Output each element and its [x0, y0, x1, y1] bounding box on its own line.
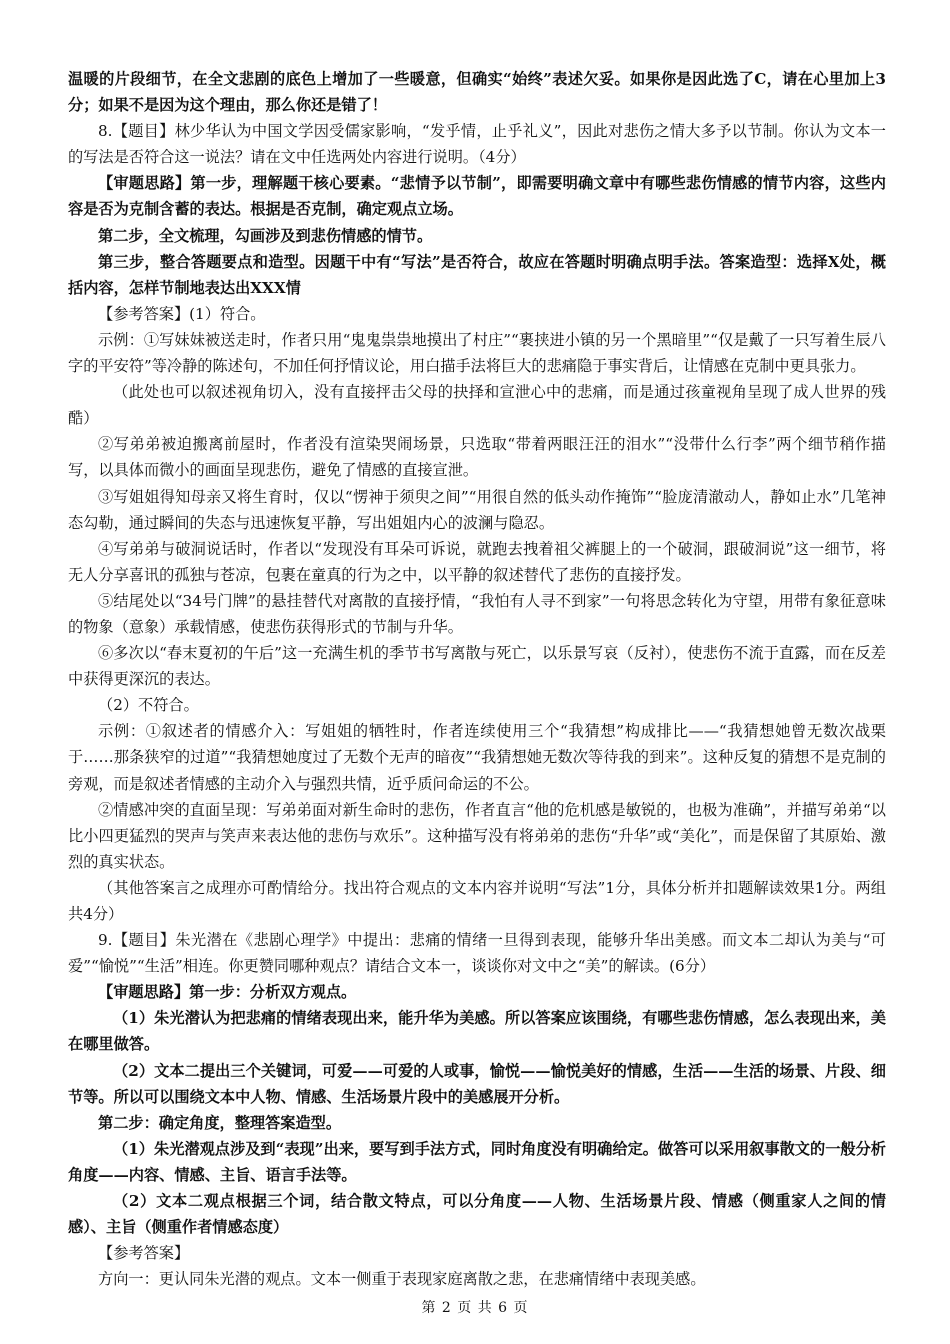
paragraph: 第二步，全文梳理，勾画涉及到悲伤情感的情节。: [98, 226, 433, 245]
paragraph: 示例：①写妹妹被送走时，作者只用“鬼鬼祟祟地摸出了村庄”“裹挟进小镇的另一个黑暗里”“仅是戴了一只写着生辰八字的平安符”等冷静的陈述句，不加任何抒情议论，用白描手法将巨大的悲痛隐于事实背后，让情感在克制中更具张力。: [68, 330, 886, 376]
paragraph: ④写弟弟与破洞说话时，作者以“发现没有耳朵可诉说，就跑去拽着祖父裤腿上的一个破洞，跟破洞说”这一细节，将无人分享喜讯的孤独与苍凉，包裹在童真的行为之中，以平静的叙述替代了悲伤的直接抒发。: [68, 539, 886, 584]
paragraph: ③写姐姐得知母亲又将生育时，仅以“愣神于须臾之间”“用很自然的低头动作掩饰”“脸庞清澈动人，静如止水”几笔神态勾勒，通过瞬间的失态与迅速恢复平静，写出姐姐内心的波澜与隐忍。: [68, 487, 886, 532]
paragraph: ⑥多次以“春末夏初的午后”这一充满生机的季节书写离散与死亡，以乐景写哀（反衬），使悲伤不流于直露，而在反差中获得更深沉的表达。: [68, 644, 886, 689]
paragraph: 【参考答案】: [98, 1244, 190, 1263]
paragraph: （2）文本二提出三个关键词，可爱——可爱的人或事，愉悦——愉悦美好的情感，生活——生活的场景、片段、细节等。所以可以围绕文本中人物、情感、生活场景片段中的美感展开分析。: [68, 1061, 886, 1106]
paragraph: 第三步，整合答题要点和造型。因题干中有“写法”是否符合，故应在答题时明确点明手法。答案造型：选择X处，概括内容，怎样节制地表达出XXX情: [68, 252, 886, 297]
document-body: [68, 66, 886, 1292]
paragraph: （此处也可以叙述视角切入，没有直接抨击父母的抉择和宣泄心中的悲痛，而是通过孩童视角呈现了成人世界的残酷）: [68, 383, 886, 428]
paragraph: 8.【题目】林少华认为中国文学因受儒家影响，“发乎情，止乎礼义”，因此对悲伤之情大多予以节制。你认为文本一的写法是否符合这一说法？请在文中任选两处内容进行说明。（4分）: [68, 122, 886, 167]
paragraph: 第二步：确定角度，整理答案造型。: [98, 1113, 341, 1132]
paragraph: 方向一：更认同朱光潜的观点。文本一侧重于表现家庭离散之悲，在悲痛情绪中表现美感。: [98, 1270, 706, 1289]
paragraph: 【参考答案】(1）符合。: [98, 304, 266, 323]
paragraph: （1）朱光潜观点涉及到“表现”出来，要写到手法方式，同时角度没有明确给定。做答可以采用叙事散文的一般分析角度——内容、情感、主旨、语言手法等。: [68, 1139, 886, 1184]
paragraph: ⑤结尾处以“34号门牌”的悬挂替代对离散的直接抒情，“我怕有人寻不到家”一句将思念转化为守望，用带有象征意味的物象（意象）承载情感，使悲伤获得形式的节制与升华。: [68, 591, 886, 636]
paragraph: 【审题思路】第一步：分析双方观点。: [98, 983, 357, 1002]
paragraph: 【审题思路】第一步，理解题干核心要素。“悲情予以节制”，即需要明确文章中有哪些悲伤情感的情节内容，这些内容是否为克制含蓄的表达。根据是否克制，确定观点立场。: [68, 174, 886, 219]
paragraph: 温暖的片段细节，在全文悲剧的底色上增加了一些暖意，但确实“始终”表述欠妥。如果你是因此选了C，请在心里加上3分；如果不是因为这个理由，那么你还是错了！: [68, 70, 886, 115]
paragraph: （其他答案言之成理亦可酌情给分。找出符合观点的文本内容并说明“写法”1分，具体分析并扣题解读效果1分。两组共4分）: [68, 878, 886, 923]
paragraph: （1）朱光潜认为把悲痛的情绪表现出来，能升华为美感。所以答案应该围绕，有哪些悲伤情感，怎么表现出来，美在哪里做答。: [68, 1009, 886, 1054]
paragraph: （2）文本二观点根据三个词，结合散文特点，可以分角度——人物、生活场景片段、情感（侧重家人之间的情感）、主旨（侧重作者情感态度）: [68, 1192, 886, 1237]
paragraph: 9.【题目】朱光潜在《悲剧心理学》中提出：悲痛的情绪一旦得到表现，能够升华出美感。而文本二却认为美与“可爱”“愉悦”“生活”相连。你更赞同哪种观点？请结合文本一，谈谈你对文中之“美”的解读。(6分）: [68, 931, 886, 976]
paragraph: （2）不符合。: [98, 696, 199, 715]
page-footer: 第 2 页 共 6 页: [421, 1300, 529, 1316]
paragraph: ②情感冲突的直面呈现：写弟弟面对新生命时的悲伤，作者直言“他的危机感是敏锐的，也极为准确”，并描写弟弟“以比小四更猛烈的哭声与笑声来表达他的悲伤与欢乐”。这种描写没有将弟弟的悲伤“升华”或“美化”，而是保留了其原始、激烈的真实状态。: [68, 800, 886, 871]
paragraph: ②写弟弟被迫搬离前屋时，作者没有渲染哭闹场景，只选取“带着两眼汪汪的泪水”“没带什么行李”两个细节稍作描写，以具体而微小的画面呈现悲伤，避免了情感的直接宣泄。: [68, 435, 886, 480]
paragraph: 示例：①叙述者的情感介入：写姐姐的牺牲时，作者连续使用三个“我猜想”构成排比——“我猜想她曾无数次战栗于……那条狭窄的过道”“我猜想她度过了无数个无声的暗夜”“我猜想她无数次等待我的到来”。这种反复的猜想不是克制的旁观，而是叙述者情感的主动介入与强烈共情，近乎质问命运的不公。: [68, 722, 886, 793]
